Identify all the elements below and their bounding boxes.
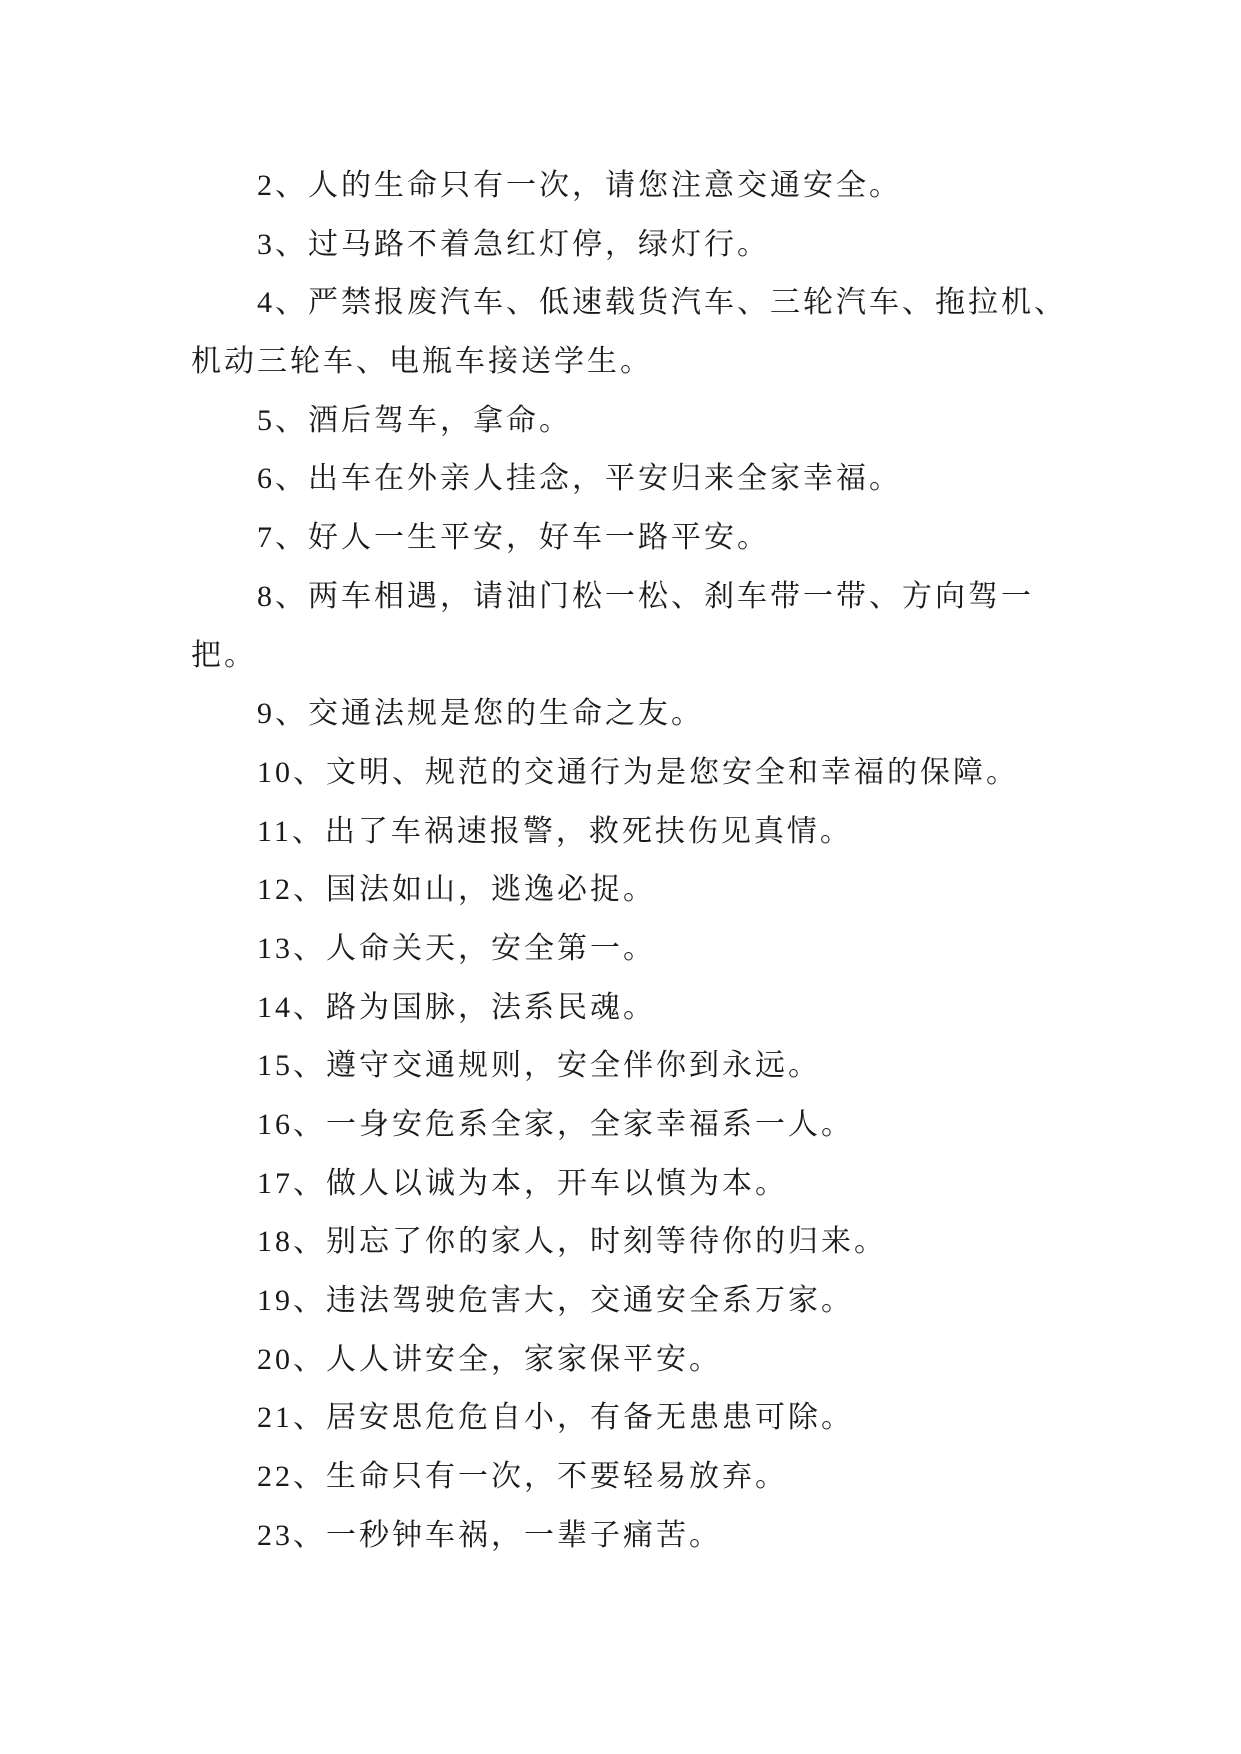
list-item <box>191 1272 1091 1331</box>
list-item-text: 20、人人讲安全，家家保平安。 <box>257 1342 722 1376</box>
list-item-text: 22、生命只有一次，不要轻易放弃。 <box>257 1460 788 1494</box>
list-item <box>191 509 1091 568</box>
list-item <box>191 450 1091 509</box>
list-item-text: 14、路为国脉，法系民魂。 <box>257 990 656 1024</box>
list-item-text: 3、过马路不着急红灯停，绿灯行。 <box>257 227 770 261</box>
list-item-text: 6、出车在外亲人挂念，平安归来全家幸福。 <box>257 462 902 496</box>
list-item <box>191 685 1091 744</box>
list-item-text-continued: 把。 <box>191 638 257 672</box>
list-item <box>191 392 1091 451</box>
list-item-text: 15、遵守交通规则，安全伴你到永远。 <box>257 1049 821 1083</box>
slogan-list <box>191 157 1091 1566</box>
list-item <box>191 1096 1091 1155</box>
list-item <box>191 1331 1091 1390</box>
list-item-text: 17、做人以诚为本，开车以慎为本。 <box>257 1166 788 1200</box>
list-item-text: 23、一秒钟车祸，一辈子痛苦。 <box>257 1518 722 1552</box>
list-item <box>191 744 1091 803</box>
list-item-text: 10、文明、规范的交通行为是您安全和幸福的保障。 <box>257 755 1019 789</box>
list-item <box>191 979 1091 1038</box>
list-item <box>191 1448 1091 1507</box>
list-item-text: 5、酒后驾车，拿命。 <box>257 403 572 437</box>
list-item <box>191 1507 1091 1566</box>
list-item-text: 12、国法如山，逃逸必捉。 <box>257 873 656 907</box>
list-item <box>191 568 1091 685</box>
list-item <box>191 803 1091 862</box>
list-item-text: 4、严禁报废汽车、低速载货汽车、三轮汽车、拖拉机、 <box>257 286 1067 320</box>
list-item <box>191 861 1091 920</box>
list-item-text: 7、好人一生平安，好车一路平安。 <box>257 521 770 555</box>
list-item <box>191 1389 1091 1448</box>
list-item-text: 16、一身安危系全家，全家幸福系一人。 <box>257 1108 854 1141</box>
list-item-text: 11、出了车祸速报警，救死扶伤见真情。 <box>257 814 853 848</box>
list-item <box>191 1213 1091 1272</box>
list-item <box>191 1155 1091 1214</box>
list-item-text-continued: 机动三轮车、电瓶车接送学生。 <box>191 345 653 379</box>
list-item-text: 9、交通法规是您的生命之友。 <box>257 697 704 731</box>
list-item <box>191 920 1091 979</box>
list-item-text: 21、居安思危危自小，有备无患患可除。 <box>257 1401 854 1435</box>
list-item-text: 18、别忘了你的家人，时刻等待你的归来。 <box>257 1225 887 1259</box>
list-item-text: 13、人命关天，安全第一。 <box>257 931 656 965</box>
list-item <box>191 1037 1091 1096</box>
list-item-text: 8、两车相遇，请油门松一松、刹车带一带、方向驾一 <box>257 579 1034 613</box>
list-item-text: 19、违法驾驶危害大，交通安全系万家。 <box>257 1284 854 1318</box>
list-item <box>191 274 1091 391</box>
list-item <box>191 157 1091 216</box>
list-item <box>191 216 1091 275</box>
list-item-text: 2、人的生命只有一次，请您注意交通安全。 <box>257 169 902 202</box>
